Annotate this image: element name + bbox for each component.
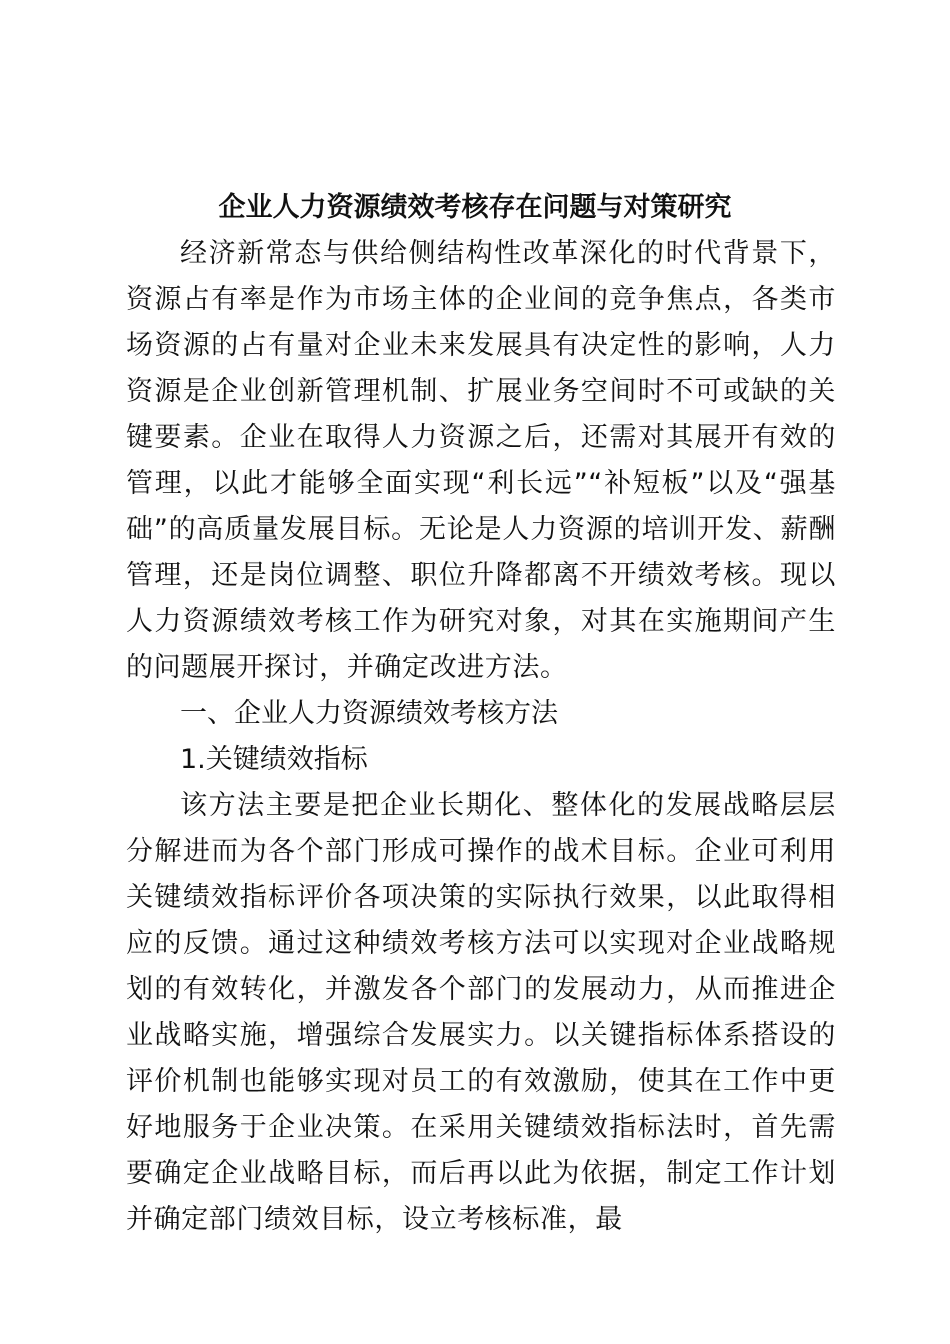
intro-paragraph: 经济新常态与供给侧结构性改革深化的时代背景下，资源占有率是作为市场主体的企业间的竞争焦点，各类市场资源的占有量对企业未来发展具有决定性的影响，人力资源是企业创新管理机制、扩展业务空间时不可或缺的关键要素。企业在取得人力资源之后，还需对其展开有效的管理，以此才能够全面实现“利长远”“补短板”以及“强基础”的高质量发展目标。无论是人力资源的培训开发、薪酬管理，还是岗位调整、职位升降都离不开绩效考核。现以人力资源绩效考核工作为研究对象，对其在实施期间产生的问题展开探讨，并确定改进方法。 bbox=[126, 238, 836, 683]
document-body bbox=[126, 231, 836, 1243]
kpi-paragraph: 该方法主要是把企业长期化、整体化的发展战略层层分解进而为各个部门形成可操作的战术目标。企业可利用关键绩效指标评价各项决策的实际执行效果，以此取得相应的反馈。通过这种绩效考核方法可以实现对企业战略规划的有效转化，并激发各个部门的发展动力，从而推进企业战略实施，增强综合发展实力。以关键指标体系搭设的评价机制也能够实现对员工的有效激励，使其在工作中更好地服务于企业决策。在采用关键绩效指标法时，首先需要确定企业战略目标，而后再以此为依据，制定工作计划并确定部门绩效目标，设立考核标准，最 bbox=[126, 790, 836, 1235]
document-title: 企业人力资源绩效考核存在问题与对策研究 bbox=[218, 192, 732, 223]
section-heading: 一、企业人力资源绩效考核方法 bbox=[180, 698, 558, 729]
subsection-heading: 1.关键绩效指标 bbox=[180, 744, 368, 775]
